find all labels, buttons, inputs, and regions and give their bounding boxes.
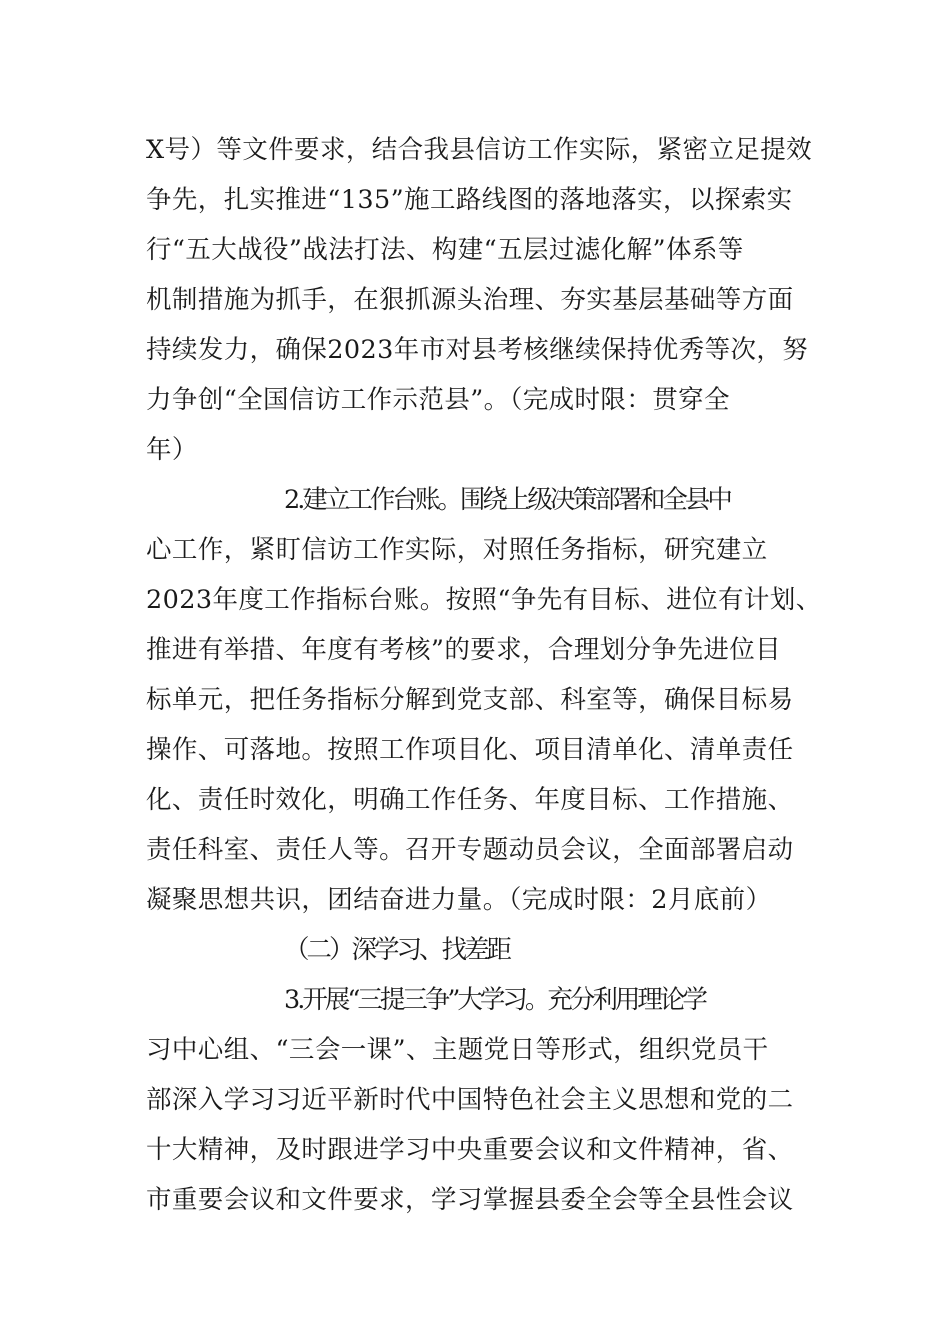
paragraph-line: 十大精神，及时跟进学习中央重要会议和文件精神，省、 [146,1135,794,1165]
paragraph-line: 凝聚思想共识，团结奋进力量。（完成时限：2月底前） [146,885,772,915]
paragraph-line: 标单元，把任务指标分解到党支部、科室等，确保目标易 [146,685,794,715]
paragraph-line: 争先，扎实推进“135”施工路线图的落地落实，以探索实 [146,185,793,215]
paragraph-line: 心工作，紧盯信访工作实际，对照任务指标，研究建立 [146,535,768,565]
paragraph-first-line: 3.开展“三提三争”大学习。充分利用理论学 [284,985,705,1015]
paragraph-line: 机制措施为抓手，在狠抓源头治理、夯实基层基础等方面 [146,285,794,315]
paragraph-line: 部深入学习习近平新时代中国特色社会主义思想和党的二 [146,1085,794,1115]
paragraph-line: 习中心组、“三会一课”、主题党日等形式，组织党员干 [146,1035,769,1065]
paragraph-line: 力争创“全国信访工作示范县”。（完成时限：贯穿全 [146,385,730,415]
paragraph-first-line: 2.建立工作台账。围绕上级决策部署和全县中 [284,485,730,515]
section-heading: （二）深学习、找差距 [284,935,510,965]
paragraph-line: 推进有举措、年度有考核”的要求，合理划分争先进位目 [146,635,782,665]
paragraph-line: 行“五大战役”战法打法、构建“五层过滤化解”体系等 [146,235,744,265]
paragraph-line: 持续发力，确保2023年市对县考核继续保持优秀等次，努 [146,335,809,365]
paragraph-line: 操作、可落地。按照工作项目化、项目清单化、清单责任 [146,735,794,765]
paragraph-line: 责任科室、责任人等。召开专题动员会议，全面部署启动 [146,835,794,865]
paragraph-line: 2023年度工作指标台账。按照“争先有目标、进位有计划、 [146,585,822,615]
paragraph-line: 年） [146,435,198,465]
paragraph-line: X号）等文件要求，结合我县信访工作实际，紧密立足提效 [146,135,813,165]
paragraph-line: 化、责任时效化，明确工作任务、年度目标、工作措施、 [146,785,794,815]
paragraph-line: 市重要会议和文件要求，学习掌握县委全会等全县性会议 [146,1185,794,1215]
